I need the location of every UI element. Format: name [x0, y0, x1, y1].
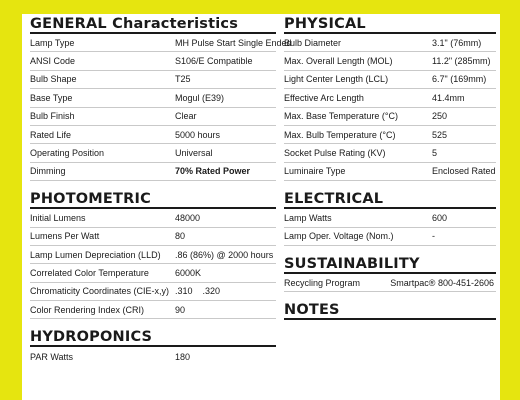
row-value: 11.2" (285mm)	[432, 56, 491, 67]
table-row	[284, 34, 496, 52]
row-label: PAR Watts	[30, 351, 74, 362]
right-column	[284, 14, 496, 320]
row-value: 5	[432, 148, 438, 159]
table-row	[284, 144, 496, 162]
row-value: Mogul (E39)	[175, 92, 225, 103]
row-label: Lumens Per Watt	[30, 231, 100, 242]
row-value: 600	[432, 212, 448, 223]
table-row	[30, 209, 276, 227]
table-row	[30, 108, 276, 126]
hydroponics-title: HYDROPONICS	[30, 327, 276, 347]
row-value: .310 .320	[175, 286, 221, 297]
row-value: 48000	[175, 212, 201, 223]
row-value: 70% Rated Power	[175, 166, 251, 177]
table-row	[30, 228, 276, 246]
hydroponics-table	[30, 347, 276, 365]
row-label: ANSI Code	[30, 56, 76, 67]
row-value: Clear	[175, 111, 197, 122]
table-row	[284, 126, 496, 144]
table-row	[30, 144, 276, 162]
table-row	[30, 347, 276, 365]
row-label: Max. Overall Length (MOL)	[284, 56, 393, 67]
row-label: Max. Bulb Temperature (°C)	[284, 129, 396, 140]
row-value: Universal	[175, 148, 213, 159]
general-table	[30, 34, 292, 181]
table-row	[284, 52, 496, 70]
physical-table	[284, 34, 496, 181]
table-row	[284, 163, 496, 181]
sustainability-title: SUSTAINABILITY	[284, 254, 496, 274]
table-row	[30, 126, 276, 144]
row-value: -	[432, 231, 435, 242]
table-row	[284, 274, 496, 292]
row-label: Max. Base Temperature (°C)	[284, 111, 398, 122]
table-row	[284, 108, 496, 126]
table-row	[284, 209, 496, 227]
table-row	[30, 264, 276, 282]
sustainability-table	[284, 274, 496, 292]
table-row	[30, 34, 292, 52]
row-value: 250	[432, 111, 448, 122]
row-label: Bulb Diameter	[284, 37, 342, 48]
table-row	[284, 228, 496, 246]
table-row	[30, 89, 276, 107]
row-label: Rated Life	[30, 129, 72, 140]
row-value: 80	[175, 231, 186, 242]
row-value: S106/E Compatible	[175, 56, 253, 67]
electrical-title: ELECTRICAL	[284, 189, 496, 209]
row-label: Lamp Oper. Voltage (Nom.)	[284, 231, 394, 242]
row-label: Dimming	[30, 166, 66, 177]
row-label: Color Rendering Index (CRI)	[30, 304, 145, 315]
row-value: 5000 hours	[175, 129, 221, 140]
row-label: Recycling Program	[284, 277, 361, 288]
row-value: .86 (86%) @ 2000 hours	[175, 249, 274, 260]
table-row	[30, 283, 276, 301]
row-label: Bulb Shape	[30, 74, 77, 85]
notes-title: NOTES	[284, 300, 496, 320]
photometric-table	[30, 209, 276, 319]
table-row	[30, 71, 276, 89]
table-row	[284, 89, 496, 107]
row-value: 41.4mm	[432, 92, 465, 103]
table-row	[30, 301, 276, 319]
row-value: 6000K	[175, 267, 202, 278]
row-label: Light Center Length (LCL)	[284, 74, 389, 85]
row-value: 525	[432, 129, 448, 140]
row-value: 3.1" (76mm)	[432, 37, 482, 48]
row-value: Smartpac® 800-451-2606	[390, 277, 494, 288]
table-row	[30, 246, 276, 264]
row-label: Lamp Lumen Depreciation (LLD)	[30, 249, 161, 260]
row-label: Lamp Type	[30, 37, 75, 48]
left-column	[30, 14, 292, 366]
row-label: Socket Pulse Rating (KV)	[284, 148, 386, 159]
row-label: Effective Arc Length	[284, 92, 364, 103]
row-value: 180	[175, 351, 191, 362]
row-value: MH Pulse Start Single Ended	[175, 37, 292, 48]
row-label: Base Type	[30, 92, 73, 103]
row-label: Lamp Watts	[284, 212, 332, 223]
physical-title: PHYSICAL	[284, 14, 496, 34]
row-value: T25	[175, 74, 191, 85]
row-label: Luminaire Type	[284, 166, 346, 177]
electrical-table	[284, 209, 496, 246]
row-value: 90	[175, 304, 186, 315]
row-value: 6.7" (169mm)	[432, 74, 487, 85]
table-row	[30, 163, 276, 181]
row-label: Correlated Color Temperature	[30, 267, 149, 278]
row-value: Enclosed Rated	[432, 166, 496, 177]
spec-sheet	[22, 14, 500, 400]
row-label: Chromaticity Coordinates (CIE-x,y)	[30, 286, 170, 297]
general-title: GENERAL Characteristics	[30, 14, 276, 34]
photometric-title: PHOTOMETRIC	[30, 189, 276, 209]
row-label: Operating Position	[30, 148, 105, 159]
table-row	[30, 52, 276, 70]
table-row	[284, 71, 496, 89]
row-label: Initial Lumens	[30, 212, 86, 223]
row-label: Bulb Finish	[30, 111, 75, 122]
